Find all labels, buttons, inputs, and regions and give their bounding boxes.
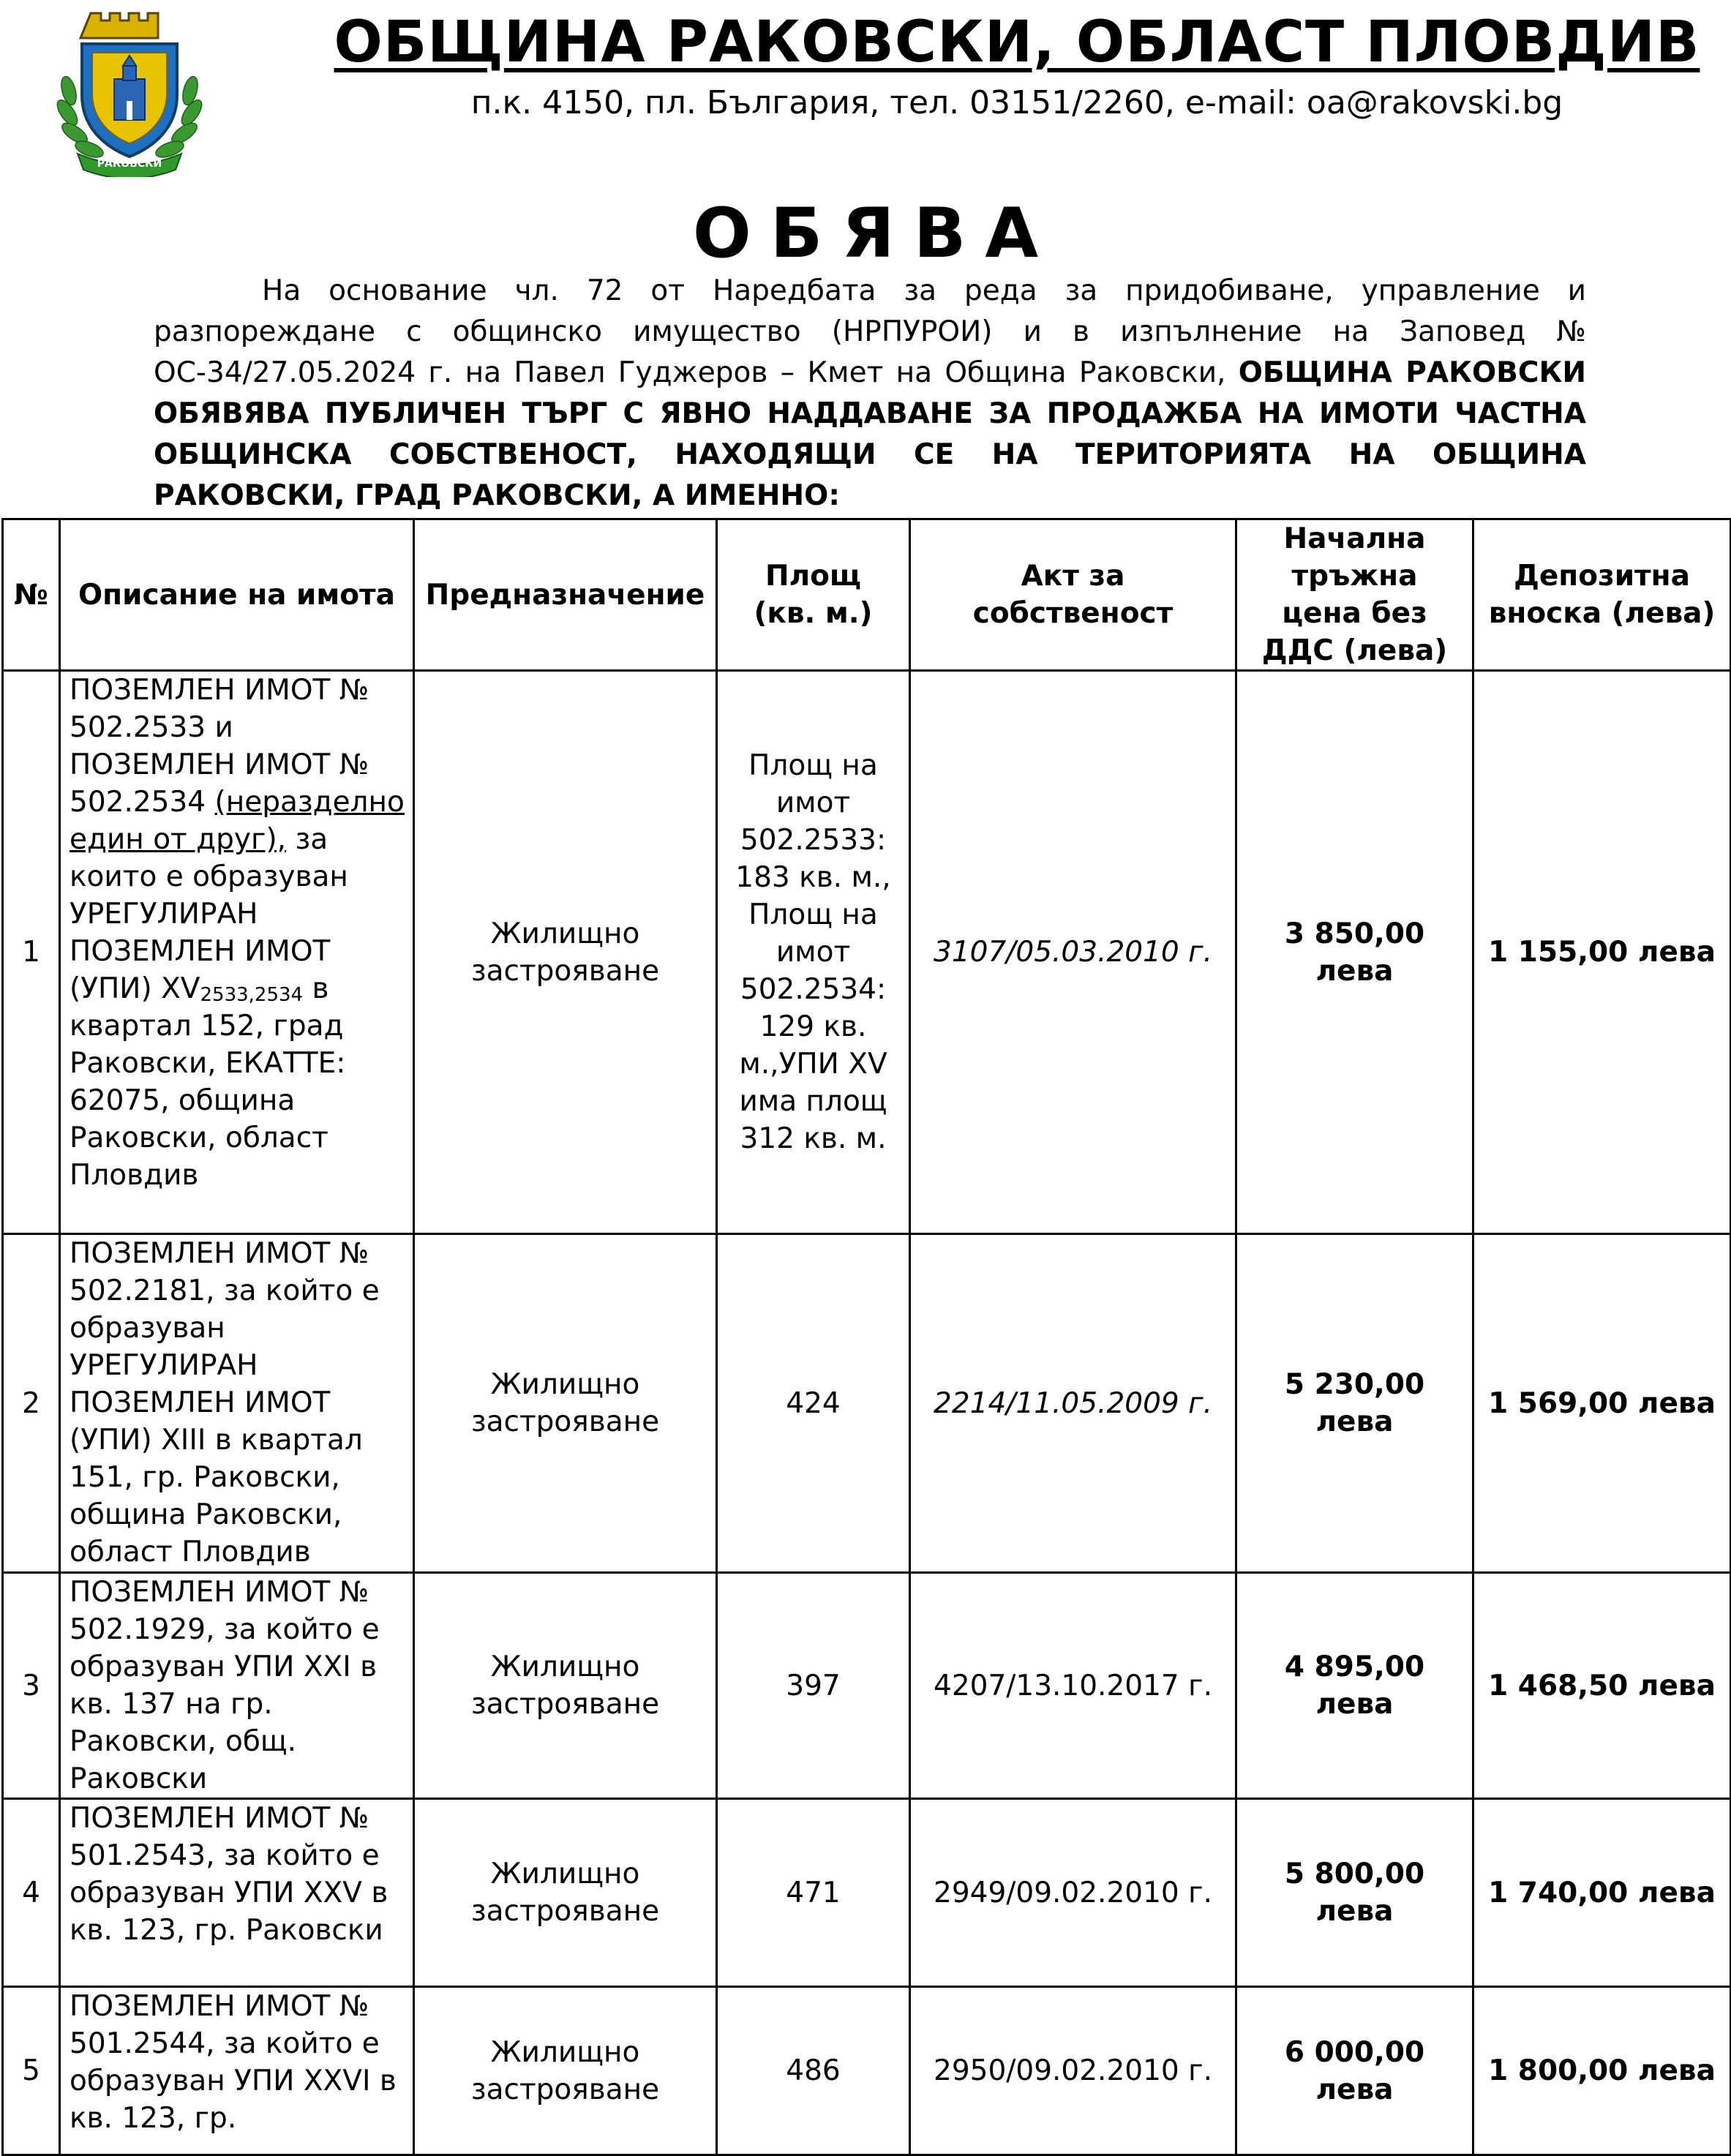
col-header-description: Описание на имота [60,519,414,671]
table-header-row [3,519,1731,671]
deposit-amount: 1 740,00 лева [1473,1799,1731,1987]
starting-price: 3 850,00 лева [1236,671,1473,1234]
table-row [3,1573,1731,1799]
deposit-amount: 1 468,50 лева [1473,1573,1731,1799]
description-part: за които е образуван УРЕГУЛИРАН ПОЗЕМЛЕН ИМОТ (УПИ) XV [70,823,348,1005]
intro-paragraph [154,271,1586,517]
col-header-deed: Акт за собственост [910,519,1236,671]
ownership-deed: 3107/05.03.2010 г. [910,671,1236,1234]
property-description: ПОЗЕМЛЕН ИМОТ № 501.2543, за който е образуван УПИ XXV в кв. 123, гр. Раковски [60,1799,414,1987]
property-description: ПОЗЕМЛЕН ИМОТ № 502.2181, за който е образуван УРЕГУЛИРАН ПОЗЕМЛЕН ИМОТ (УПИ) XIII в квартал 151, гр. Раковски, община Раковски, област Пловдив [60,1234,414,1573]
property-purpose: Жилищно застрояване [414,1573,717,1799]
municipality-title: ОБЩИНА РАКОВСКИ, ОБЛАСТ ПЛОВДИВ [334,10,1700,75]
property-area: Площ на имот 502.2533: 183 кв. м., Площ на имот 502.2534: 129 кв. м.,УПИ XV има площ 312 кв. м. [717,671,910,1234]
row-number: 1 [3,671,60,1234]
starting-price: 4 895,00 лева [1236,1573,1473,1799]
table-row [3,1987,1731,2155]
property-area: 471 [717,1799,910,1987]
row-number: 3 [3,1573,60,1799]
properties-table [1,518,1731,2156]
property-area: 424 [717,1234,910,1573]
table-row [3,1799,1731,1987]
starting-price: 5 230,00 лева [1236,1234,1473,1573]
document-heading: ОБЯВА [692,194,1058,274]
ownership-deed: 2949/09.02.2010 г. [910,1799,1236,1987]
row-number: 2 [3,1234,60,1573]
crest-ribbon-label: РАКОВСКИ [97,158,162,170]
row-number: 5 [3,1987,60,2155]
col-header-purpose: Предназначение [414,519,717,671]
ownership-deed: 2214/11.05.2009 г. [910,1234,1236,1573]
property-area: 486 [717,1987,910,2155]
description-subscript: 2533,2534 [200,984,304,1006]
property-description: ПОЗЕМЛЕН ИМОТ № 501.2544, за който е образуван УПИ XXVI в кв. 123, гр. [60,1987,414,2155]
col-header-number: № [3,519,60,671]
description-part: ПОЗЕМЛЕН ИМОТ № 502.2533 и ПОЗЕМЛЕН ИМОТ № 502.2534 [70,674,369,819]
property-description: ПОЗЕМЛЕН ИМОТ № 502.1929, за който е образуван УПИ XXI в кв. 137 на гр. Раковски, общ. Раковски [60,1573,414,1799]
ownership-deed: 2950/09.02.2010 г. [910,1987,1236,2155]
municipality-contacts: п.к. 4150, пл. България, тел. 03151/2260, e-mail: oa@rakovski.bg [470,84,1563,121]
property-purpose: Жилищно застрояване [414,1799,717,1987]
starting-price: 6 000,00 лева [1236,1987,1473,2155]
row-number: 4 [3,1799,60,1987]
municipality-crest-logo [53,3,206,177]
col-header-price: Начална тръжна цена без ДДС (лева) [1236,519,1473,671]
description-part: в квартал 152, град Раковски, ЕКАТТЕ: 62075, община Раковски, област Пловдив [70,972,346,1192]
col-header-area: Площ (кв. м.) [717,519,910,671]
starting-price: 5 800,00 лева [1236,1799,1473,1987]
deposit-amount: 1 800,00 лева [1473,1987,1731,2155]
col-header-deposit: Депозитна вноска (лева) [1473,519,1731,671]
description-underlined: (неразделно един от друг), [70,786,405,856]
deposit-amount: 1 569,00 лева [1473,1234,1731,1573]
property-purpose: Жилищно застрояване [414,671,717,1234]
property-area: 397 [717,1573,910,1799]
property-description [60,671,414,1234]
intro-text: На основание чл. 72 от Наредбата за реда за придобиване, управление и разпореждане с общинско имущество (НРПУРОИ) и в изпълнение на Заповед № ОС-34/27.05.2024 г. на Павел Гуджеров – Кмет на Община Раковски, [154,274,1586,389]
intro-announcement: ОБЩИНА РАКОВСКИ ОБЯВЯВА ПУБЛИЧЕН ТЪРГ С ЯВНО НАДДАВАНЕ ЗА ПРОДАЖБА НА ИМОТИ ЧАСТНА ОБЩИНСКА СОБСТВЕНОСТ, НАХОДЯЩИ СЕ НА ТЕРИТОРИЯТА НА ОБЩИНА РАКОВСКИ, ГРАД РАКОВСКИ, А ИМЕННО: [154,356,1586,512]
table-row [3,671,1731,1234]
property-purpose: Жилищно застрояване [414,1234,717,1573]
table-row [3,1234,1731,1573]
ownership-deed: 4207/13.10.2017 г. [910,1573,1236,1799]
deposit-amount: 1 155,00 лева [1473,671,1731,1234]
property-purpose: Жилищно застрояване [414,1987,717,2155]
